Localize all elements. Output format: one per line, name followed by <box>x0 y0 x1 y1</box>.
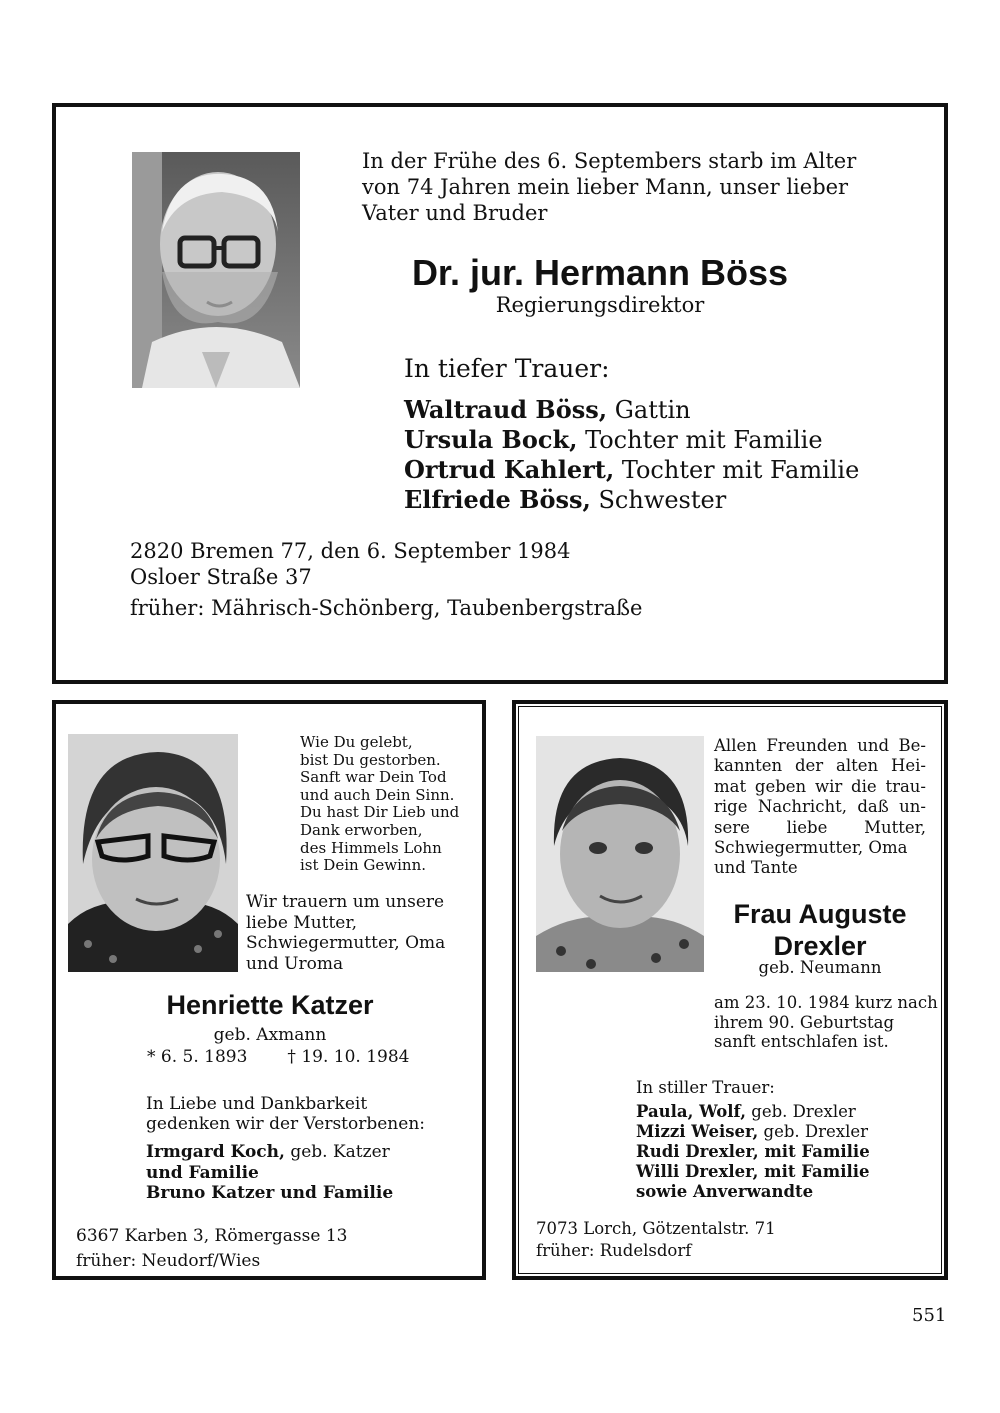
intro-line: In der Frühe des 6. Septembers starb im Alter <box>362 149 857 173</box>
family-member <box>146 1183 393 1204</box>
family-member <box>146 1142 393 1163</box>
death-line: sanft entschlafen ist. <box>714 1032 889 1051</box>
death-text-right <box>714 993 938 1052</box>
deceased-name-line: Frau Auguste <box>733 899 907 929</box>
family-member <box>636 1102 870 1122</box>
message-text-right <box>714 736 926 879</box>
family-member <box>636 1162 870 1182</box>
family-member-name: Rudi Drexler, mit Familie <box>636 1142 870 1161</box>
poem-line: bist Du gestorben. <box>300 750 441 769</box>
family-member-relation: geb. Drexler <box>746 1102 856 1121</box>
message-line: sere liebe Mutter, <box>714 817 926 837</box>
address-line: 7073 Lorch, Götzentalstr. 71 <box>536 1219 776 1238</box>
life-dates-left <box>147 1047 409 1067</box>
family-member <box>636 1122 870 1142</box>
maiden-name-left: geb. Axmann <box>213 1025 327 1045</box>
family-member-name: Paula, Wolf, <box>636 1102 747 1121</box>
family-member-name: Ursula Bock, <box>404 425 578 454</box>
family-member <box>404 455 859 485</box>
family-member-name: Elfriede Böss, <box>404 485 591 514</box>
intro-text <box>362 148 902 226</box>
poem-line: Sanft war Dein Tod <box>300 768 447 787</box>
poem-line: Wie Du gelebt, <box>300 733 413 751</box>
poem-text <box>300 734 459 875</box>
message-line: kannten der alten Hei- <box>714 756 926 776</box>
remembrance-line: gedenken wir der Verstorbenen: <box>146 1114 425 1134</box>
address-line: Osloer Straße 37 <box>130 565 312 589</box>
deceased-name-line: Drexler <box>773 931 867 961</box>
poem-line: Du hast Dir Lieb und <box>300 803 460 822</box>
death-line: am 23. 10. 1984 kurz nach <box>714 993 938 1012</box>
death-line: ihrem 90. Geburtstag <box>714 1012 895 1032</box>
family-list-right <box>636 1102 870 1202</box>
address-right <box>536 1218 776 1262</box>
previous-address-main: früher: Mährisch-Schönberg, Taubenbergstraße <box>130 596 643 620</box>
page-number: 551 <box>912 1305 947 1326</box>
remembrance-line: In Liebe und Dankbarkeit <box>146 1094 368 1114</box>
deceased-name-right <box>700 898 940 962</box>
message-line: Schwiegermutter, Oma <box>714 838 908 858</box>
poem-line: Dank erworben, <box>300 820 423 839</box>
family-member <box>404 485 859 515</box>
family-member-name: Ortrud Kahlert, <box>404 455 615 484</box>
family-member-relation: Gattin <box>607 396 691 424</box>
portrait-photo-woman-left <box>68 734 238 972</box>
previous-address-line: früher: Neudorf/Wies <box>76 1251 261 1271</box>
intro-line: von 74 Jahren mein lieber Mann, unser lieber <box>362 175 849 199</box>
mourning-line: liebe Mutter, <box>246 912 358 933</box>
family-member <box>404 425 859 455</box>
deceased-name-main: Dr. jur. Hermann Böss <box>411 252 789 293</box>
family-member <box>404 395 859 425</box>
family-member-name: Bruno Katzer und Familie <box>146 1183 394 1203</box>
deceased-name-left: Henriette Katzer <box>166 990 374 1020</box>
family-member-name: Mizzi Weiser, <box>636 1122 759 1141</box>
mourning-line: Wir trauern um unsere <box>246 892 445 912</box>
intro-line: Vater und Bruder <box>362 201 548 225</box>
message-line: rige Nachricht, daß un- <box>714 797 926 817</box>
birth-date: * 6. 5. 1893 <box>147 1047 248 1067</box>
family-member-name: Willi Drexler, mit Familie <box>636 1162 870 1181</box>
mourning-label-main: In tiefer Trauer: <box>404 354 610 383</box>
family-member-name: sowie Anverwandte <box>636 1182 814 1201</box>
mourning-label-right: In stiller Trauer: <box>636 1078 775 1097</box>
family-member <box>636 1142 870 1162</box>
portrait-woman-left-image <box>68 734 238 972</box>
deceased-title: Regierungsdirektor <box>495 293 705 317</box>
address-left <box>76 1224 347 1274</box>
family-member-name: Waltraud Böss, <box>404 395 608 424</box>
maiden-name-right: geb. Neumann <box>758 958 882 977</box>
address-line: 2820 Bremen 77, den 6. September 1984 <box>130 539 571 563</box>
previous-address-line: früher: Rudelsdorf <box>536 1241 692 1260</box>
mourning-line: und Uroma <box>246 953 344 974</box>
mourning-line: Schwiegermutter, Oma <box>246 933 446 953</box>
poem-line: des Himmels Lohn <box>300 838 442 857</box>
mourning-text-left <box>246 892 445 974</box>
address-main <box>130 538 570 590</box>
family-member-relation: geb. Katzer <box>284 1142 390 1162</box>
remembrance-text-left <box>146 1094 425 1134</box>
poem-line: und auch Dein Sinn. <box>300 785 455 804</box>
poem-line: ist Dein Gewinn. <box>300 856 427 875</box>
family-member-name: und Familie <box>146 1162 259 1183</box>
portrait-photo-woman-right <box>536 736 704 972</box>
death-date: † 19. 10. 1984 <box>287 1047 410 1067</box>
family-member-relation: geb. Drexler <box>758 1122 869 1141</box>
family-member <box>146 1163 393 1184</box>
message-line: mat geben wir die trau- <box>714 776 926 796</box>
message-line: und Tante <box>714 858 798 878</box>
message-line: Allen Freunden und Be- <box>714 736 926 755</box>
address-line: 6367 Karben 3, Römergasse 13 <box>76 1226 348 1246</box>
portrait-woman-right-image <box>536 736 704 972</box>
family-member <box>636 1182 870 1202</box>
family-member-name: Irmgard Koch, <box>146 1142 285 1162</box>
family-member-relation: Schwester <box>590 486 727 514</box>
family-member-relation: Tochter mit Familie <box>577 426 823 454</box>
family-list-main <box>404 395 859 515</box>
family-member-relation: Tochter mit Familie <box>614 456 860 484</box>
family-list-left <box>146 1142 393 1204</box>
